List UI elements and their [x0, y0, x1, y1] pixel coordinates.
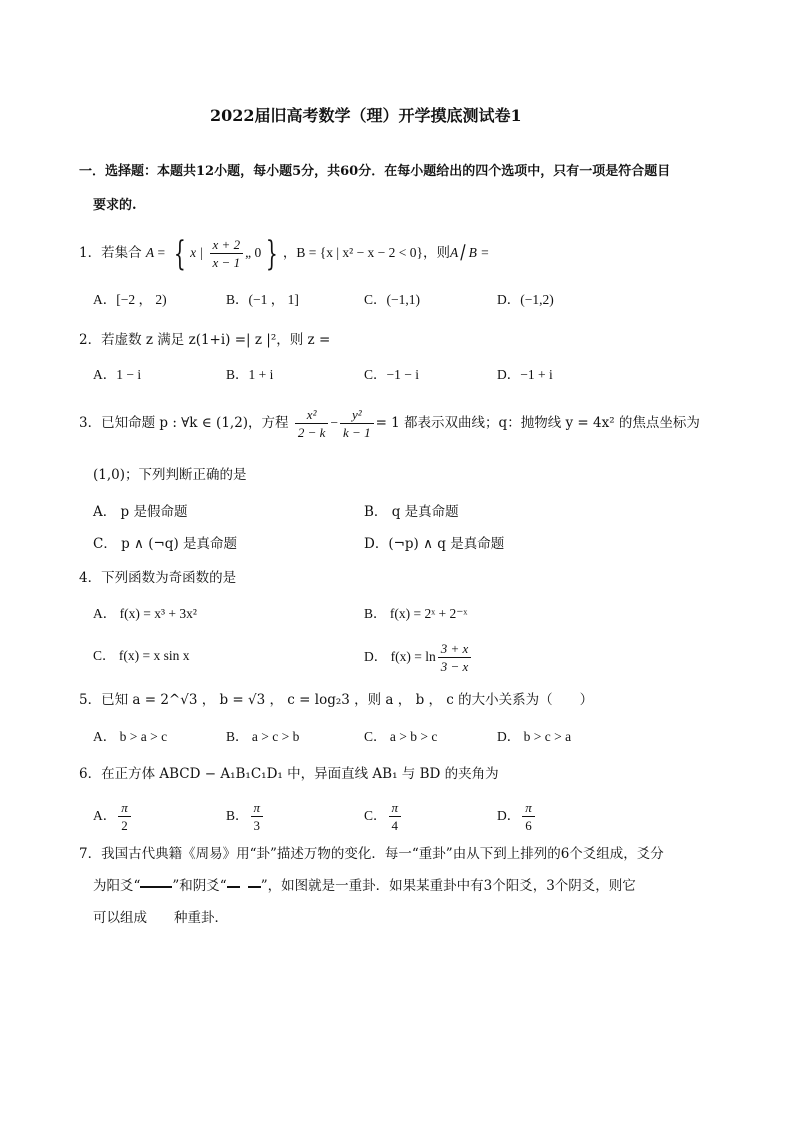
- fraction-numerator: π: [251, 799, 264, 817]
- question-text: = 1 都表示双曲线；q：抛物线 y = 4x² 的焦点坐标为: [375, 415, 700, 431]
- fraction-numerator: x + 2: [210, 236, 244, 254]
- q4-option-d: [364, 638, 473, 676]
- option-label: C．: [364, 808, 387, 823]
- set-element: x |: [190, 245, 204, 260]
- fraction-numerator: π: [389, 799, 402, 817]
- fraction-x: [295, 406, 329, 441]
- option-label: D．: [497, 808, 521, 823]
- q3-option-a: A． p 是假命题: [93, 504, 188, 520]
- question-3-stem: [79, 402, 700, 444]
- question-2-stem: 2．若虚数 z 满足 z(1+i) =| z |²，则 z =: [79, 332, 331, 348]
- fraction-denominator: 6: [525, 818, 532, 834]
- fraction-numerator: π: [118, 799, 131, 817]
- question-7-line3: 可以组成 种重卦．: [93, 910, 228, 926]
- fraction: [210, 236, 244, 271]
- fraction-numerator: x²: [295, 406, 329, 424]
- q1-option-b: B．(−1 ， 1]: [226, 292, 299, 307]
- right-brace: }: [266, 233, 278, 274]
- fraction-y: [340, 406, 374, 441]
- fraction-denominator: k − 1: [343, 425, 371, 440]
- q3-option-b: B． q 是真命题: [364, 504, 459, 520]
- question-text: ”和阴爻“: [172, 878, 227, 894]
- option-text: D． f(x) = ln: [364, 649, 436, 664]
- page-title: 2022届旧高考数学（理）开学摸底测试卷1: [210, 106, 522, 125]
- fraction-denominator: 3 − x: [440, 659, 469, 675]
- q6-option-d: [497, 797, 537, 835]
- question-text: 为阳爻“: [93, 878, 141, 894]
- minus-sign: −: [330, 415, 339, 430]
- q3-option-c: C． p ∧ (¬q) 是真命题: [93, 536, 238, 552]
- fraction-denominator: 2 − k: [297, 425, 326, 440]
- fraction-numerator: y²: [340, 406, 374, 424]
- q5-option-b: B． a > c > b: [226, 729, 300, 744]
- question-tail: A⎮ B =: [450, 245, 490, 260]
- relation: „ 0: [245, 245, 262, 260]
- section-instructions-line2: 要求的.: [93, 198, 137, 213]
- fraction: [118, 799, 131, 834]
- section-instructions-line1: 一．选择题：本题共12小题，每小题5分，共60分．在每小题给出的四个选项中，只有一项是符合题目: [79, 164, 671, 179]
- question-5-stem: 5．已知 a = 2^√3 ， b = √3 ， c = log₂3 ，则 a ， b ， c 的大小关系为（ ）: [79, 692, 594, 708]
- fraction: [389, 799, 402, 834]
- question-text: 若集合: [101, 245, 142, 261]
- fraction-numerator: 3 + x: [438, 640, 472, 658]
- question-7-line2: [93, 877, 636, 895]
- fraction: [251, 799, 264, 834]
- q2-option-a: A．1 − i: [93, 367, 142, 382]
- q2-option-b: B．1 + i: [226, 367, 274, 382]
- question-text: 3．已知命题 p : ∀k ∈ (1,2)，方程: [79, 415, 289, 431]
- question-4-stem: 4．下列函数为奇函数的是: [79, 570, 237, 586]
- question-6-stem: 6．在正方体 ABCD − A₁B₁C₁D₁ 中，异面直线 AB₁ 与 BD 的夹角为: [79, 766, 499, 782]
- q6-option-b: [226, 797, 265, 835]
- fraction: [522, 799, 535, 834]
- q6-option-a: [93, 797, 133, 835]
- fraction-denominator: 4: [391, 818, 399, 834]
- option-label: B．: [226, 808, 249, 823]
- q4-option-b: B． f(x) = 2ˣ + 2⁻ˣ: [364, 606, 468, 621]
- question-7-line1: 7．我国古代典籍《周易》用“卦”描述万物的变化．每一“重卦”由从下到上排列的6个爻组成，爻分: [79, 846, 664, 862]
- question-number: 1．: [79, 245, 102, 261]
- q2-option-d: D．−1 + i: [497, 367, 553, 382]
- yin-line-icon: [227, 878, 261, 894]
- option-label: A．: [93, 808, 117, 823]
- q1-option-c: C．(−1,1): [364, 292, 420, 307]
- fraction-numerator: π: [522, 799, 535, 817]
- q1-option-a: A．[−2 ， 2): [93, 292, 167, 307]
- q3-option-d: D．(¬p) ∧ q 是真命题: [364, 536, 505, 552]
- set-b-definition: ，B = {x | x² − x − 2 < 0}: [282, 245, 424, 260]
- fraction-denominator: 2: [121, 818, 128, 834]
- question-1-stem: 1．若集合 A = { x | $\frac{x + 2}{x - 1}$ „ 0 } ，B = {x | x² − x − 2 < 0}，则A⎮ B =: [79, 233, 490, 274]
- fraction: [438, 640, 472, 675]
- question-text: ，则: [423, 245, 451, 261]
- q4-option-c: C． f(x) = x sin x: [93, 648, 190, 663]
- fraction-denominator: x − 1: [212, 255, 241, 270]
- q5-option-a: A． b > a > c: [93, 729, 168, 744]
- fraction-denominator: 3: [253, 818, 261, 834]
- question-3-line2: (1,0)；下列判断正确的是: [93, 467, 247, 483]
- left-brace: {: [173, 233, 186, 274]
- q4-option-a: A． f(x) = x³ + 3x²: [93, 606, 197, 621]
- q2-option-c: C．−1 − i: [364, 367, 419, 382]
- question-text: ”，如图就是一重卦．如果某重卦中有3个阳爻，3个阴爻，则它: [260, 878, 636, 894]
- yang-line-icon: [140, 886, 172, 888]
- set-a-symbol: A: [145, 245, 155, 260]
- q6-option-c: [364, 797, 403, 835]
- q1-option-d: D．(−1,2): [497, 292, 554, 307]
- q5-option-d: D． b > c > a: [497, 729, 572, 744]
- q5-option-c: C． a > b > c: [364, 729, 438, 744]
